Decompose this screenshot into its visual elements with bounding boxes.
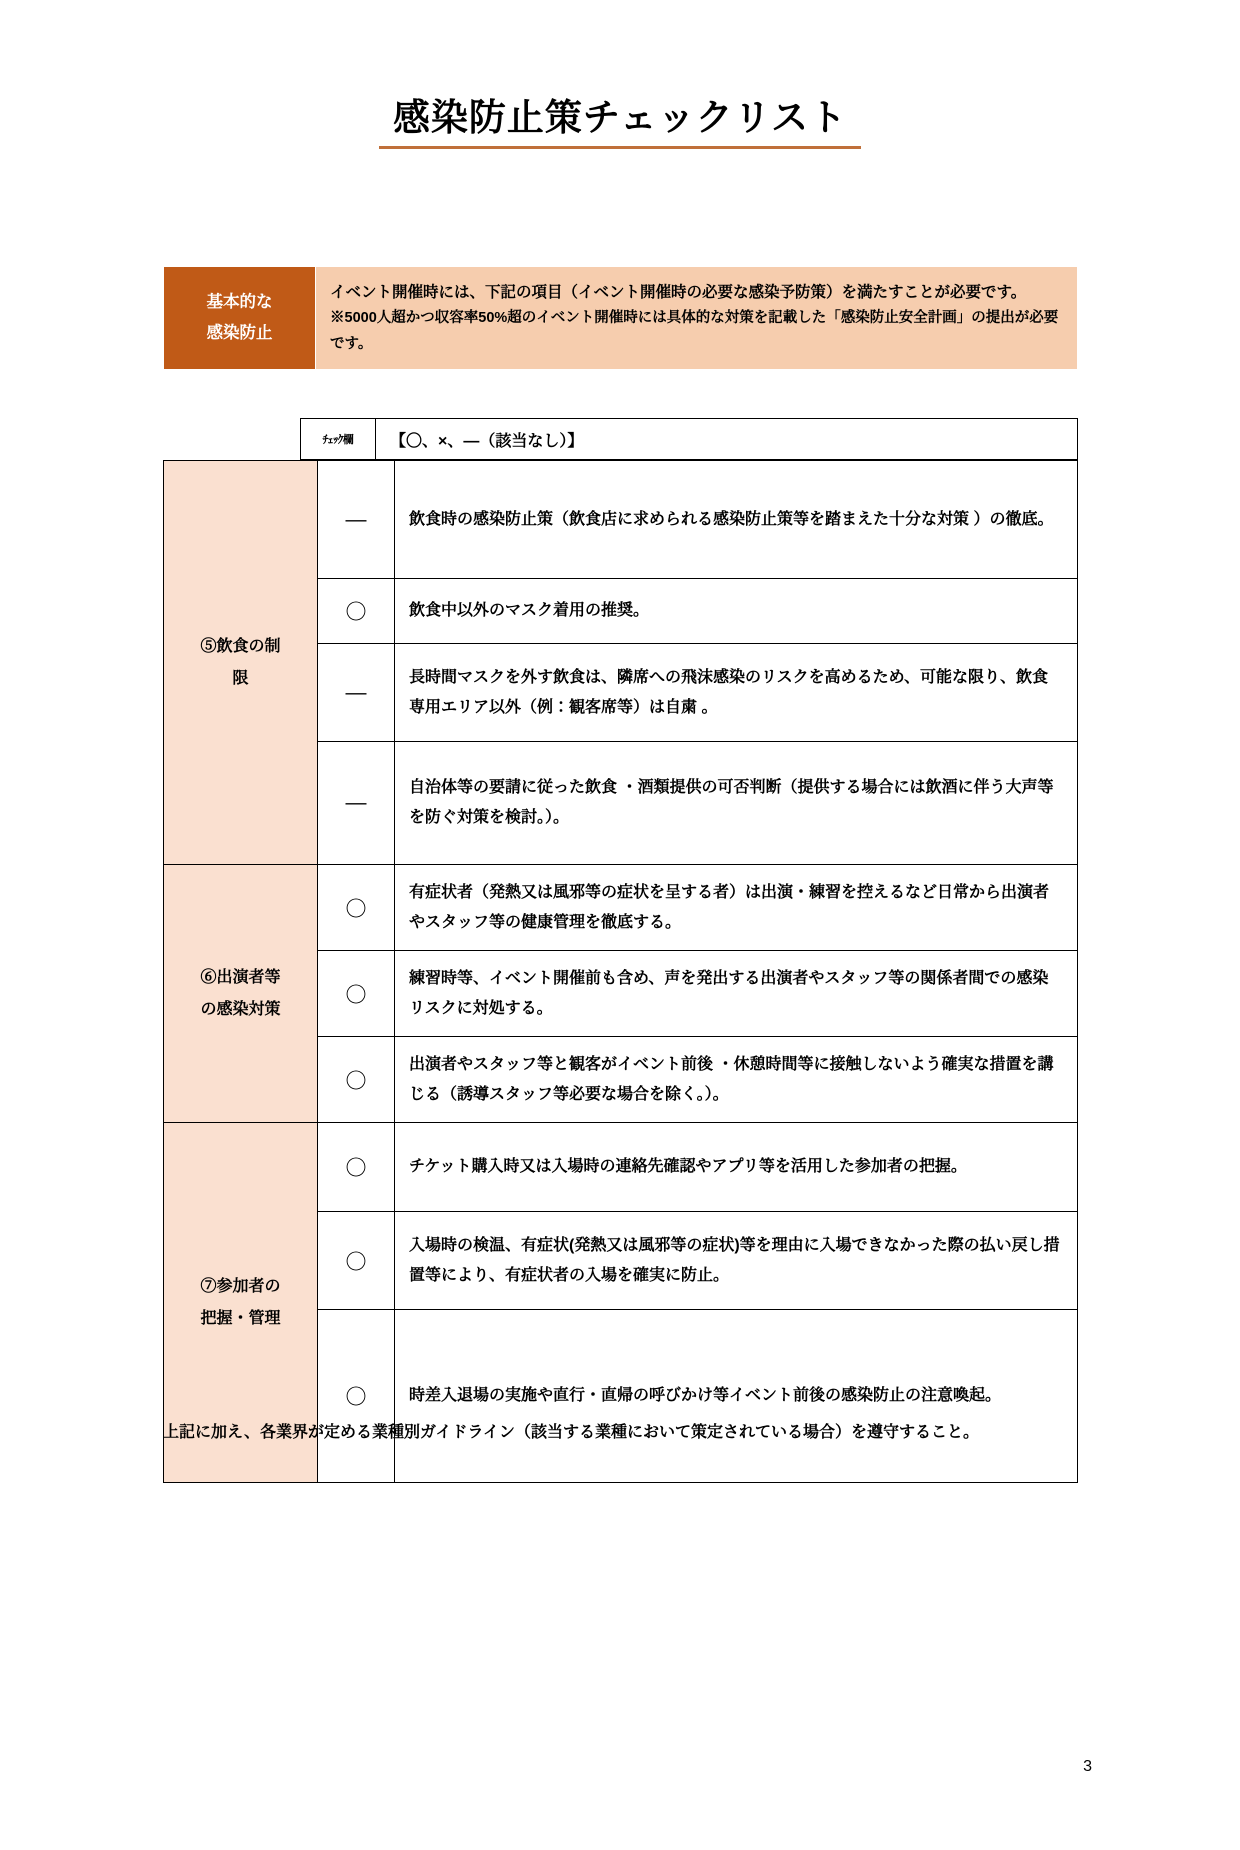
table-row (164, 865, 1078, 951)
footnote-text: 上記に加え、各業界が定める業種別ガイドライン（該当する業種において策定されている場合）を遵守すること。 (163, 1424, 980, 1441)
checklist-item-text: チケット購入時又は入場時の連絡先確認やアプリ等を活用した参加者の把握。 (395, 1123, 1078, 1212)
basic-prevention-main-text: イベント開催時には、下記の項目（イベント開催時の必要な感染予防策）を満たすことが必要です。 (330, 284, 1027, 301)
checklist-item-text: 練習時等、イベント開催前も含め、声を発出する出演者やスタッフ等の関係者間での感染リスクに対処する。 (395, 951, 1078, 1037)
check-column-header: ﾁｪｯｸ欄 (300, 418, 375, 460)
category-cell-6 (164, 865, 318, 1123)
category-6-line2: の感染対策 (200, 1000, 281, 1018)
check-mark[interactable]: — (318, 742, 395, 865)
check-mark[interactable]: 〇 (318, 1037, 395, 1123)
checklist-item-text: 有症状者（発熱又は風邪等の症状を呈する者）は出演・練習を控えるなど日常から出演者やスタッフ等の健康管理を徹底する。 (395, 865, 1078, 951)
page-number: 3 (1083, 1758, 1092, 1775)
check-mark[interactable]: 〇 (318, 1310, 395, 1483)
basic-prevention-label-line2: 感染防止 (206, 323, 273, 342)
checklist-item-text: 出演者やスタッフ等と観客がイベント前後 ・休憩時間等に接触しないよう確実な措置を講じる（誘導スタッフ等必要な場合を除く。）。 (395, 1037, 1078, 1123)
category-cell-5 (164, 461, 318, 865)
category-7-line1: ⑦参加者の (200, 1277, 281, 1295)
page-title-container (0, 96, 1240, 149)
basic-prevention-note-text: ※5000人超かつ収容率50%超のイベント開催時には具体的な対策を記載した「感染防止安全計画」の提出が必要です。 (330, 310, 1059, 352)
checklist-item-text: 時差入退場の実施や直行・直帰の呼びかけ等イベント前後の感染防止の注意喚起。 (395, 1310, 1078, 1483)
checklist-item-text: 入場時の検温、有症状(発熱又は風邪等の症状)等を理由に入場できなかった際の払い戻し措置等により、有症状者の入場を確実に防止。 (395, 1212, 1078, 1310)
check-mark[interactable]: — (318, 644, 395, 742)
category-6-line1: ⑥出演者等 (200, 968, 281, 986)
table-row (164, 461, 1078, 579)
check-mark[interactable]: 〇 (318, 579, 395, 644)
checklist-item-text: 自治体等の要請に従った飲食 ・酒類提供の可否判断（提供する場合には飲酒に伴う大声等を防ぐ対策を検討。）。 (395, 742, 1078, 865)
document-page (0, 96, 1240, 1850)
check-mark[interactable]: 〇 (318, 865, 395, 951)
basic-prevention-table (163, 266, 1078, 370)
basic-prevention-label-line1: 基本的な (206, 292, 273, 311)
check-mark[interactable]: 〇 (318, 1123, 395, 1212)
category-5-line1: ⑤飲食の制 (200, 637, 281, 655)
check-mark[interactable]: 〇 (318, 1212, 395, 1310)
checklist-table (163, 460, 1078, 1483)
checklist-item-text: 飲食中以外のマスク着用の推奨。 (395, 579, 1078, 644)
checklist-item-text: 飲食時の感染防止策（飲食店に求められる感染防止策等を踏まえた十分な対策 ）の徹底。 (395, 461, 1078, 579)
check-legend-text: 【〇、×、—（該当なし）】 (375, 418, 1078, 460)
check-legend-row (300, 418, 1078, 460)
category-7-line2: 把握・管理 (200, 1309, 281, 1327)
table-row (164, 1123, 1078, 1212)
basic-prevention-label (164, 267, 316, 370)
checklist-item-text: 長時間マスクを外す飲食は、隣席への飛沫感染のリスクを高めるため、可能な限り、飲食専用エリア以外（例：観客席等）は自粛 。 (395, 644, 1078, 742)
check-mark[interactable]: 〇 (318, 951, 395, 1037)
checklist-body (164, 461, 1078, 1483)
table-row (164, 267, 1078, 370)
check-mark[interactable]: — (318, 461, 395, 579)
page-title: 感染防止策チェックリスト (379, 96, 861, 149)
basic-prevention-body (316, 267, 1078, 370)
category-5-line2: 限 (232, 669, 249, 687)
